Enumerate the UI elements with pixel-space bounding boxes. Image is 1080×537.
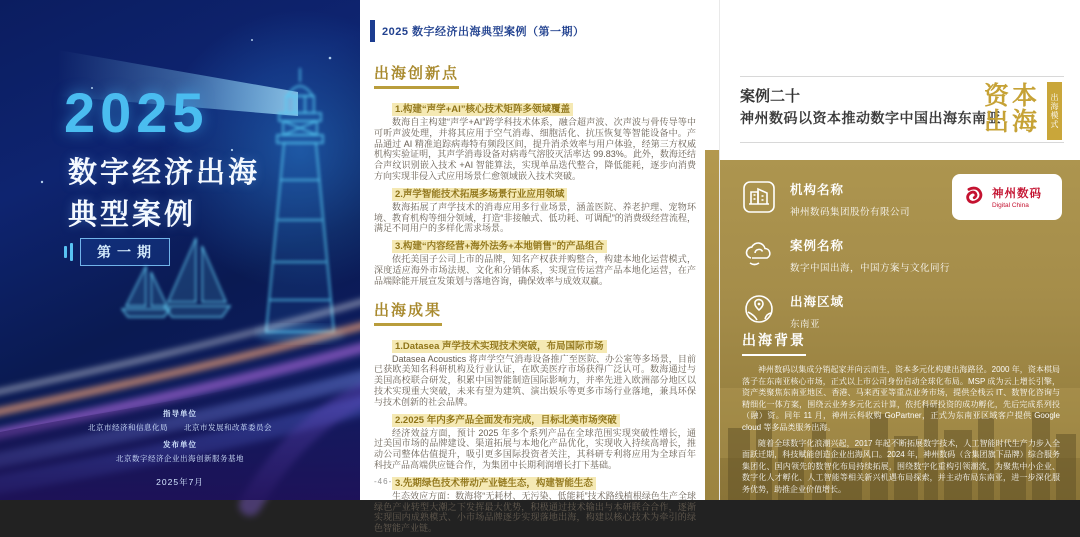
publish-unit-org: 北京数字经济企业出海创新服务基地 — [116, 454, 244, 463]
paragraph-3: 依托美国子公司上市的品牌，知名产权获并购整合，构建本地化运营模式，深度适应海外市场法规、文化和分销体系，实现宣传运营产品本地化运营，在产品端除能开展宣发策划与落地咨询，确保效率与成效双赢。 — [374, 254, 696, 286]
region-value: 东南亚 — [790, 319, 821, 330]
capital-gohai-badge: 资本 出海 — [983, 82, 1040, 136]
publish-unit-label: 发布单位 — [163, 440, 197, 449]
cover-page — [0, 0, 360, 500]
divider-line — [740, 76, 1064, 77]
section-title-results: 出海成果 — [374, 299, 442, 326]
issue-accent-bar — [70, 243, 73, 261]
institution-label: 机构名称 — [790, 183, 845, 197]
subheading-3: 3.构建“内容经营+海外法务+本地销售”的产品组合 — [392, 238, 696, 252]
issue-accent-bar — [64, 246, 67, 258]
guide-unit-label: 指导单位 — [163, 409, 197, 418]
subheading-2: 2.声学智能技术拓展多场景行业应用领域 — [392, 186, 696, 200]
section-title-innovation: 出海创新点 — [374, 62, 459, 89]
paragraph-1: 数海自主构建“声学+AI”跨学科技术体系，融合超声波、次声波与骨传导等中可听声波处理，并将其应用于空气消毒、细胞活化、抗压恢复等智能设备中。产品通过 AI 精准追踪病毒特有频段区间，提升消杀效率与用户体验，经第三方权威机构实验证明，其声学消毒设备对病毒气溶胶灭活率达 99.83%。此外，数海还结合声纹识别嵌入技术 +AI 智能算法，实现单品迭代整合，降低能耗，逐步向消费方向实现非侵入式应用场景仁愈领域嵌入技术突破。 — [374, 117, 696, 181]
background-paragraphs — [742, 364, 1060, 500]
case-name-label: 案例名称 — [790, 239, 845, 253]
info-row-region — [742, 292, 844, 330]
cloud-icon — [742, 236, 776, 270]
info-row-case-name — [742, 236, 950, 274]
publish-date: 2025年7月 — [156, 477, 204, 487]
digital-china-logo — [952, 174, 1062, 220]
case-title: 神州数码以资本推动数字中国出海东南亚 — [740, 110, 1001, 126]
issue-label: 第一期 — [80, 238, 170, 266]
paragraph-4: Datasea Acoustics 将声学空气消毒设备推广至医院、办公室等多场景，目前已获欧美知名科研机构及行业认证，在欧美医疗市场获得广泛认可。数海通过与美国高校联合研发，积累中国智能制造国际影响力，并率先进入欧洲部分地区以技术实现重大突破，未来有望为建筑、演出娱乐等更多市场行业落地，兼具环保与技术创新的社会品牌。 — [374, 353, 696, 407]
region-label: 出海区域 — [790, 295, 845, 309]
globe-pin-icon — [742, 292, 776, 326]
case-name-value: 数字中国出海，中国方案与文化同行 — [790, 263, 951, 274]
subheading-6: 3.先期绿色技术带动产业链生态，构建智能生态 — [392, 475, 696, 489]
header-title: 2025 数字经济出海典型案例（第一期） — [382, 26, 585, 38]
logo-swirl-icon — [960, 184, 986, 210]
guide-unit-orgs: 北京市经济和信息化局 北京市发展和改革委员会 — [88, 423, 272, 432]
page-body — [374, 62, 696, 537]
issue-badge — [64, 238, 170, 266]
section-title-background: 出海背景 — [742, 330, 806, 356]
divider-line — [740, 142, 1064, 143]
subheading-5: 2.2025 年内多产品全面发布完成，目标北美市场突破 — [392, 412, 696, 426]
page-edge-gold-strip — [705, 150, 720, 500]
paragraph-5: 经济效益方面，预计 2025 年多个系列产品在全球范围实现突破性增长，通过美国市场的品牌建设、渠道拓展与本地化产品优化，实现收入持续高增长，推动公司整体估值提升，吸引更多国际投资者关注，其科研专利将应用为全球百年科技产品高端供应链合作，为集团中长期利润增长打下基础。 — [374, 427, 696, 470]
cover-year: 2025 — [64, 81, 209, 144]
case-info-panel — [720, 160, 1080, 500]
paragraph-2: 数海拓展了声学技术的消毒应用多行业场景，涵盖医院、养老护理、宠物环境、教育机构等细分领域，打造“非接触式、低功耗、可调配”的消费级经营流程，满足不同用户的多样化需求场景。 — [374, 201, 696, 234]
logo-en-text: Digital China — [992, 202, 1029, 209]
case-number: 案例二十 — [740, 88, 801, 105]
running-header — [370, 20, 585, 42]
subheading-1: 1.构建“声学+AI”核心技术矩阵多领域覆盖 — [392, 101, 696, 115]
building-icon — [742, 180, 776, 214]
info-row-institution — [742, 180, 910, 218]
page-number: -46- — [374, 477, 393, 486]
cover-title-line1: 数字经济出海 — [68, 157, 261, 189]
paragraph-6: 生态效应方面：数海将“无耗材、无污染、低能耗”技术路线植根绿色生产全球绿色产业转型大潮之下发挥最大优势，积极通过技术输出与本研联合合作，逐渐实现国内成熟模式、小市场品牌逐步实现落地出海，构建以核心技术为牵引的绿色智能产业链。 — [374, 490, 696, 534]
mode-strip-label: 出海模式 — [1047, 82, 1062, 140]
logo-cn-text: 神州数码 — [992, 188, 1042, 200]
header-accent-bar — [370, 20, 375, 42]
background-paragraph-1: 神州数码以集成分销起家并向云而生，资本多元化构建出海路径。2000 年，资本棋局落子在东南亚核心市场，正式以上市公司身份启动全球化布局。MSP 成为云上增长引擎，资产类聚焦东南亚地区、香港、马来西亚等重点业务市场，提供全栈云 IT、数智化咨询与精细化一体方案，围绕云业务多元化云计算，依托科研投资的成功孵化，先后完成系列投（融）资。同年 11 月，神州云科收购 GoPartner，正式为东南亚区域客户提供 Google cloud 等多品类服务出海。 — [742, 365, 1060, 432]
case-page — [720, 0, 1080, 500]
middle-page — [360, 0, 720, 534]
background-paragraph-2: 随着全球数字化浪潮兴起，2017 年起不断拓展数字技术，人工智能时代生产力步入全面跃迁期，科技赋能创造企业出海风口。2024 年，神州数码（含集团旗下品牌）综合服务集团化、国内领先的数智化布局持续拓展，围绕数字化重构引领潮流，为聚焦中小企业、数字化人才孵化、人工智能等相关新兴机遇布局探索，并主动布局东南亚，进一步深化服务优势，助推企业价值增长。 — [742, 438, 1060, 494]
institution-value: 神州数码集团股份有限公司 — [790, 207, 911, 218]
subheading-4: 1.Datasea 声学技术实现技术突破，布局国际市场 — [392, 338, 696, 352]
cover-footer — [0, 402, 360, 488]
cover-title-line2: 典型案例 — [68, 199, 197, 231]
